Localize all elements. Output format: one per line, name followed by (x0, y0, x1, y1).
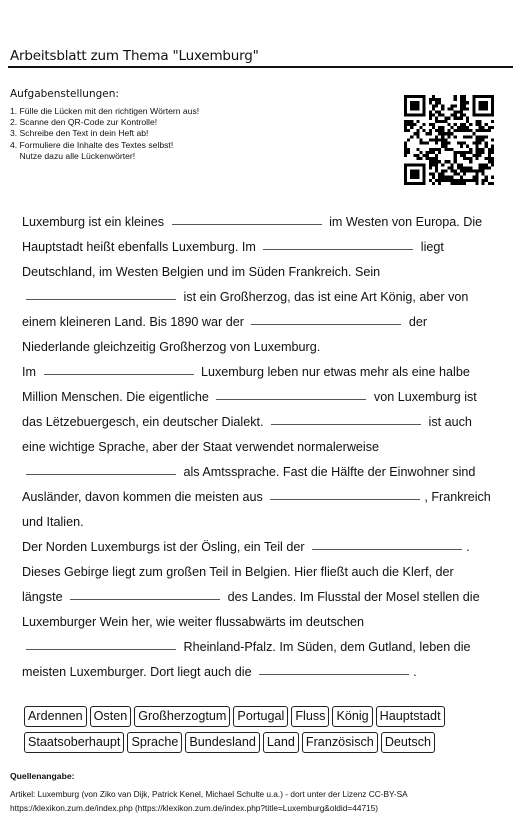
text-segment: . (413, 665, 417, 679)
task-item: 3. Schreibe den Text in dein Heft ab! (10, 128, 149, 139)
title-divider (8, 66, 513, 68)
blank-gap[interactable] (270, 498, 420, 500)
task-item: Nutze dazu alle Lückenwörter! (10, 150, 136, 161)
blank-gap[interactable] (271, 423, 421, 425)
text-segment: ist ein Großherzog, das ist eine Art König, aber von (180, 290, 469, 304)
text-line (22, 535, 494, 560)
word-chip[interactable]: Französisch (302, 732, 378, 753)
text-segment: meisten Luxemburger. Dort liegt auch die (22, 665, 256, 679)
text-segment: Luxemburg ist ein kleines (22, 215, 168, 229)
sources-text (10, 787, 408, 815)
word-chip[interactable]: Portugal (233, 706, 288, 727)
text-line (22, 285, 494, 310)
word-chip[interactable]: Großherzogtum (134, 706, 230, 727)
text-segment: Luxemburger Wein her, wie weiter flussabwärts im deutschen (22, 615, 365, 629)
text-segment: Ausländer, davon kommen die meisten aus (22, 490, 267, 504)
task-item: 4. Formuliere die Inhalte des Textes selbst! (10, 139, 174, 150)
text-segment: des Landes. Im Flusstal der Mosel stellen die (224, 590, 480, 604)
word-bank (24, 706, 494, 758)
text-line (22, 485, 494, 510)
text-segment: . (466, 540, 470, 554)
text-line (22, 660, 494, 685)
text-segment: von Luxemburg ist (370, 390, 477, 404)
text-line (22, 510, 494, 535)
text-segment: Million Menschen. Die eigentliche (22, 390, 213, 404)
text-segment: ist auch (425, 415, 472, 429)
text-line (22, 210, 494, 235)
text-segment: Im (22, 365, 40, 379)
blank-gap[interactable] (26, 298, 176, 300)
tasks-list (10, 106, 390, 162)
text-segment: Luxemburg leben nur etwas mehr als eine halbe (197, 365, 470, 379)
task-item: 2. Scanne den QR-Code zur Kontrolle! (10, 117, 158, 128)
text-segment: als Amtssprache. Fast die Hälfte der Einwohner sind (180, 465, 476, 479)
tasks-heading: Aufgabenstellungen: (10, 88, 119, 100)
word-chip[interactable]: Land (263, 732, 299, 753)
blank-gap[interactable] (44, 373, 194, 375)
text-segment: Der Norden Luxemburgs ist der Ösling, ein Teil der (22, 540, 309, 554)
word-chip[interactable]: Osten (90, 706, 132, 727)
word-bank-row (24, 706, 494, 727)
cloze-text (22, 210, 494, 685)
qr-code-icon[interactable] (404, 95, 494, 185)
text-segment: einem kleineren Land. Bis 1890 war der (22, 315, 248, 329)
text-segment: Hauptstadt heißt ebenfalls Luxemburg. Im (22, 240, 260, 254)
word-chip[interactable]: Ardennen (24, 706, 87, 727)
text-segment: Deutschland, im Westen Belgien und im Süden Frankreich. Sein (22, 265, 381, 279)
word-bank-row (24, 732, 494, 753)
text-segment: längste (22, 590, 67, 604)
word-chip[interactable]: Bundesland (185, 732, 260, 753)
blank-gap[interactable] (70, 598, 220, 600)
text-segment: der (405, 315, 428, 329)
blank-gap[interactable] (259, 673, 409, 675)
text-segment: liegt (417, 240, 444, 254)
task-item: 1. Fülle die Lücken mit den richtigen Wörtern aus! (10, 106, 200, 116)
text-segment: Niederlande gleichzeitig Großherzog von Luxemburg. (22, 340, 321, 354)
page-title: Arbeitsblatt zum Thema "Luxemburg" (10, 48, 259, 64)
text-line (22, 635, 494, 660)
source-line: https://klexikon.zum.de/index.php (https://klexikon.zum.de/index.php?title=Luxemburg&oldid=44715) (10, 803, 379, 813)
text-segment: das Lëtzebuergesch, ein deutscher Dialekt. (22, 415, 268, 429)
text-segment: Rheinland-Pfalz. Im Süden, dem Gutland, leben die (180, 640, 471, 654)
text-line (22, 360, 494, 385)
word-chip[interactable]: König (332, 706, 372, 727)
word-chip[interactable]: Deutsch (381, 732, 435, 753)
blank-gap[interactable] (263, 248, 413, 250)
text-line (22, 335, 494, 360)
source-line: Artikel: Luxemburg (von Ziko van Dijk, Patrick Kenel, Michael Schulte u.a.) - dort unter der Lizenz CC-BY-SA (10, 789, 408, 799)
text-line (22, 385, 494, 410)
word-chip[interactable]: Fluss (291, 706, 329, 727)
blank-gap[interactable] (216, 398, 366, 400)
text-line (22, 585, 494, 610)
text-line (22, 560, 494, 585)
text-segment: und Italien. (22, 515, 84, 529)
text-line (22, 435, 494, 460)
word-chip[interactable]: Staatsoberhaupt (24, 732, 124, 753)
sources-heading: Quellenangabe: (10, 771, 75, 781)
word-chip[interactable]: Hauptstadt (376, 706, 445, 727)
text-line (22, 610, 494, 635)
text-line (22, 310, 494, 335)
text-line (22, 410, 494, 435)
text-line (22, 260, 494, 285)
blank-gap[interactable] (172, 223, 322, 225)
text-segment: eine wichtige Sprache, aber der Staat verwendet normalerweise (22, 440, 380, 454)
text-segment: im Westen von Europa. Die (325, 215, 483, 229)
blank-gap[interactable] (26, 648, 176, 650)
text-line (22, 235, 494, 260)
text-line (22, 460, 494, 485)
blank-gap[interactable] (26, 473, 176, 475)
blank-gap[interactable] (251, 323, 401, 325)
text-segment: , Frankreich (424, 490, 491, 504)
word-chip[interactable]: Sprache (127, 732, 182, 753)
text-segment: Dieses Gebirge liegt zum großen Teil in Belgien. Hier fließt auch die Klerf, der (22, 565, 454, 579)
blank-gap[interactable] (312, 548, 462, 550)
